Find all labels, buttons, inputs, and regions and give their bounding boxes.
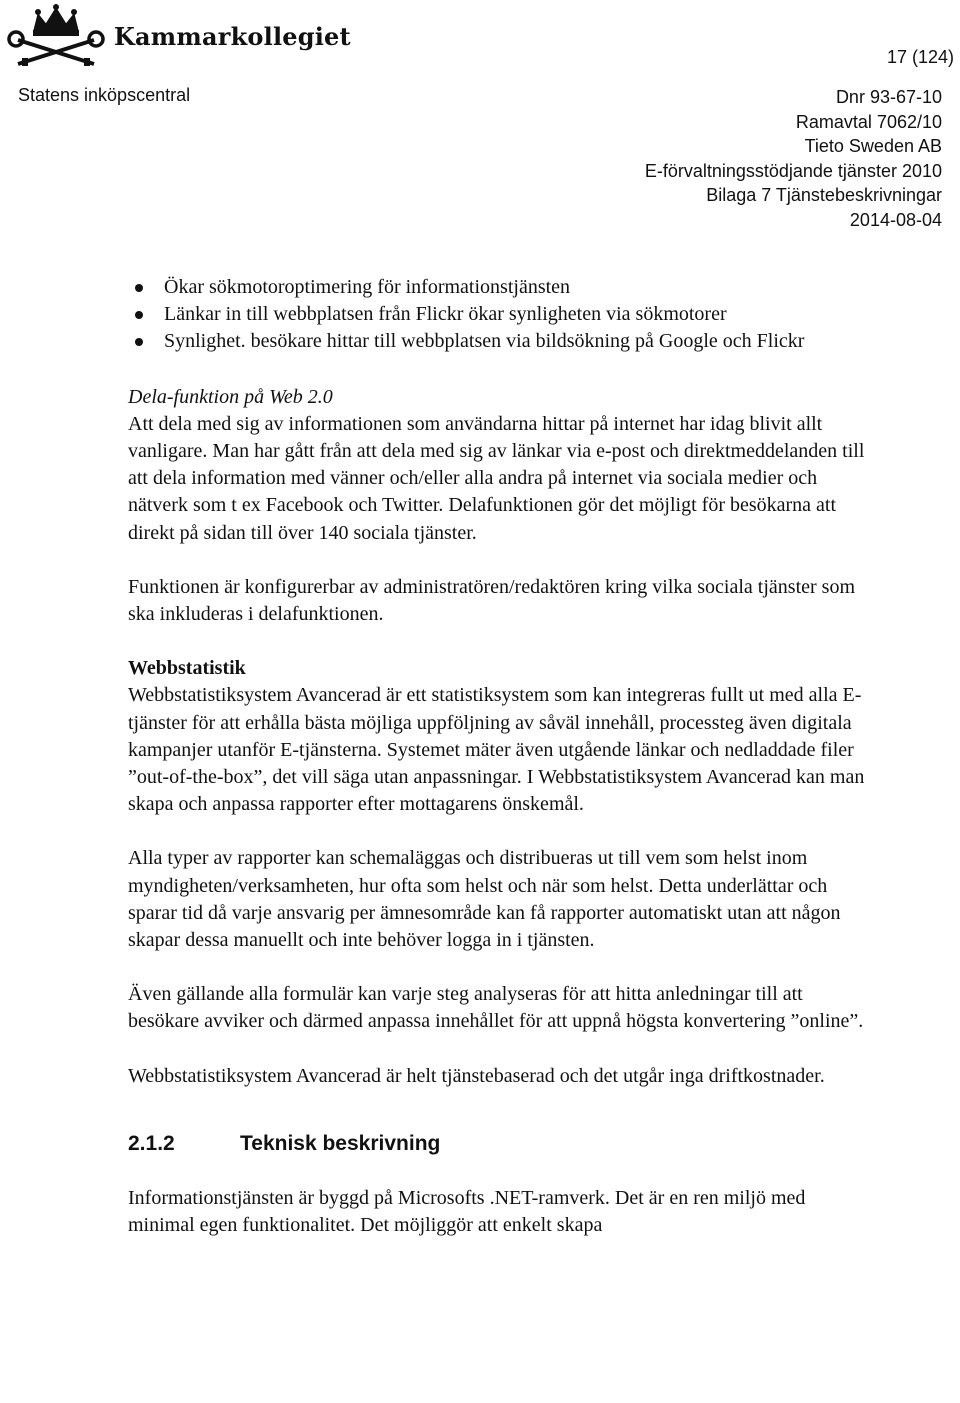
logo-wordmark: Kammarkollegiet bbox=[114, 22, 351, 51]
meta-ramavtal: Ramavtal 7062/10 bbox=[795, 111, 942, 132]
meta-service: E-förvaltningsstödjande tjänster 2010 bbox=[644, 160, 942, 181]
section-title: Teknisk beskrivning bbox=[240, 1131, 441, 1155]
dela-config-paragraph: Funktionen är konfigurerbar av administratören/redaktören kring vilka sociala tjänster som ska inkluderas i delafunktionen. bbox=[128, 575, 856, 626]
service-paragraph: Webbstatistiksystem Avancerad är helt tjänstebaserad och det utgår inga driftkostnader. bbox=[128, 1064, 825, 1087]
kammarkollegiet-logo bbox=[4, 4, 351, 68]
technical-paragraph: Informationstjänsten är byggd på Microsofts .NET-ramverk. Det är en ren miljö med minimal egen funktionalitet. Det möjliggör att enkelt skapa bbox=[128, 1186, 806, 1237]
meta-dnr: Dnr 93-67-10 bbox=[835, 87, 942, 107]
reports-paragraph: Alla typer av rapporter kan schemaläggas och distribueras ut till vem som helst inom myndigheten/verksamheten, hur ofta som helst och när som helst. Detta underlättar och sparar tid då varje ansvarig per ämnesområde kan få rapporter automatiskt utan att någon skapar dessa manuellt och inte behöver logga in i tjänsten. bbox=[128, 847, 841, 952]
webbstatistik-paragraph: Webbstatistiksystem Avancerad är ett statistiksystem som kan integreras fullt ut med alla E-tjänster för att erhålla bästa möjliga uppföljning av såväl innehåll, processteg även digitala kampanjer utanför E-tjänsterna. Systemet mäter även utgående länkar och nedladdade filer ”out-of-the-box”, det vill säga utan anpassningar. I Webbstatistiksystem Avancerad kan man skapa och anpassa rapporter efter mottagarens önskemål. bbox=[128, 684, 865, 816]
list-item: Synlighet. besökare hittar till webbplatsen via bildsökning på Google och Flickr bbox=[128, 328, 868, 355]
meta-date: 2014-08-04 bbox=[849, 209, 942, 230]
webbstatistik-heading: Webbstatistik bbox=[128, 657, 246, 680]
dela-paragraph: Att dela med sig av informationen som användarna hittar på internet har idag blivit allt vanligare. Man har gått från att dela med sig av länkar via e-post och direktmeddelanden till att dela information med vänner och/eller alla andra på internet via sociala medier och nätverk som t ex Facebook och Twitter. Delafunktionen gör det möjligt för besökarna att direkt på sidan till över 140 sociala tjänster. bbox=[128, 412, 865, 544]
list-item: Ökar sökmotoroptimering för informationstjänsten bbox=[128, 274, 868, 301]
page-number: 17 (124) bbox=[886, 47, 954, 67]
document-meta bbox=[645, 85, 942, 232]
document-body bbox=[128, 274, 868, 1239]
bullet-list bbox=[128, 274, 868, 356]
crown-keys-icon bbox=[4, 4, 108, 68]
forms-paragraph: Även gällande alla formulär kan varje steg analyseras för att hitta anledningar till att besökare avviker och därmed anpassa innehållet för att uppnå högsta konvertering ”online”. bbox=[128, 983, 864, 1033]
meta-attachment: Bilaga 7 Tjänstebeskrivningar bbox=[706, 185, 942, 205]
organization-name: Statens inköpscentral bbox=[18, 85, 191, 105]
section-heading bbox=[128, 1130, 868, 1158]
section-number: 2.1.2 bbox=[128, 1131, 175, 1155]
meta-supplier: Tieto Sweden AB bbox=[804, 136, 942, 156]
list-item: Länkar in till webbplatsen från Flickr ökar synligheten via sökmotorer bbox=[128, 301, 868, 328]
dela-heading: Dela-funktion på Web 2.0 bbox=[128, 385, 333, 408]
